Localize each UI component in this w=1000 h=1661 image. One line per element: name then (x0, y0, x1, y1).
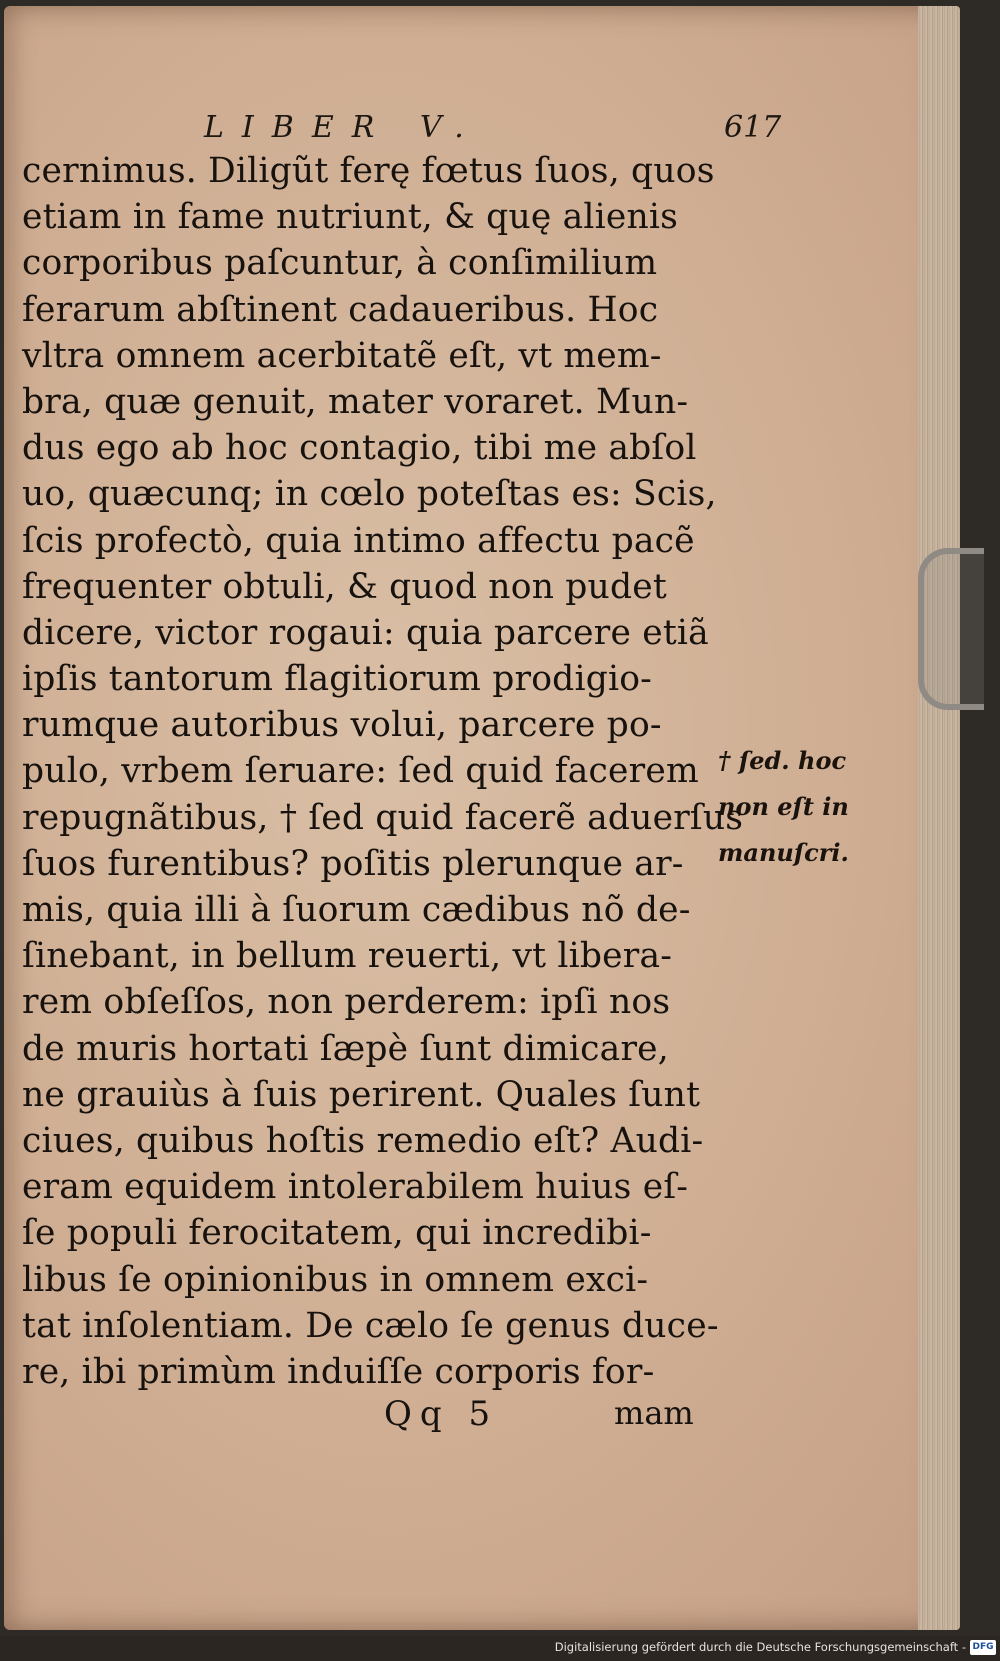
page-number: 617 (724, 110, 782, 145)
text-line: ſe populi ferocitatem, qui incredibi- (22, 1213, 652, 1254)
text-line: ne grauiùs à ſuis perirent. Quales ſunt (22, 1074, 701, 1115)
text-line: cernimus. Diligũt ferę fœtus ſuos, quos (22, 151, 715, 191)
text-line: rumque autoribus volui, parcere po- (22, 705, 662, 746)
text-line: bra, quæ genuit, mater voraret. Mun- (22, 381, 689, 422)
text-line: mis, quia illi à ſuorum cædibus nõ de- (22, 890, 691, 930)
text-line: ſinebant, in bellum reuerti, vt libera- (22, 936, 673, 977)
marginal-note (718, 738, 858, 876)
text-line: rem obſeſſos, non perderem: ipſi nos (22, 982, 671, 1023)
text-line: corporibus paſcuntur, à conſimilium (22, 243, 658, 284)
page-footer (4, 1394, 964, 1444)
credit-bar (0, 1636, 1000, 1661)
text-line: ſuos furentibus? poſitis plerunque ar- (22, 843, 684, 884)
text-line: etiam in fame nutriunt, & quę alienis (22, 197, 679, 238)
page-edges (918, 6, 960, 1630)
text-line: pulo, vrbem ſeruare: ſed quid facerem (22, 751, 699, 792)
text-line: libus ſe opinionibus in omnem exci- (22, 1259, 649, 1300)
text-line: eram equidem intolerabilem huius eſ- (22, 1167, 689, 1208)
page-header (4, 110, 964, 150)
text-line: re, ibi primùm induiſſe corporis for- (22, 1351, 655, 1392)
text-line: ciues, quibus hoſtis remedio eſt? Audi- (22, 1120, 704, 1161)
dfg-logo-icon: DFG (970, 1640, 996, 1655)
text-line: de muris hortati ſæpè ſunt dimicare, (22, 1028, 669, 1069)
book-page (4, 6, 960, 1630)
text-line: ipſis tantorum flagitiorum prodigio- (22, 659, 653, 700)
text-line: frequenter obtuli, & quod non pudet (22, 566, 667, 607)
text-line: dicere, victor rogaui: quia parcere etiã (22, 612, 709, 653)
text-line: ſcis profectò, quia intimo affectu pacẽ (22, 520, 695, 561)
catchword: mam (614, 1394, 694, 1432)
clasp-strap (918, 548, 984, 710)
signature-mark: Qq 5 (384, 1394, 499, 1434)
body-text (22, 148, 744, 1395)
text-line: dus ego ab hoc contagio, tibi me abſol (22, 428, 697, 469)
marginal-note-line: non eſt in (718, 792, 849, 821)
text-line: ferarum abſtinent cadaueribus. Hoc (22, 289, 659, 330)
text-line: vltra omnem acerbitatẽ eſt, vt mem- (22, 335, 662, 376)
marginal-note-line: † ſed. hoc (718, 746, 847, 775)
marginal-note-line: manuſcri. (718, 838, 849, 867)
funding-credit: Digitalisierung gefördert durch die Deutsche Forschungsgemeinschaft - (554, 1640, 966, 1654)
text-line: tat inſolentiam. De cælo ſe genus duce- (22, 1305, 719, 1346)
running-title: LIBER V. (204, 110, 482, 145)
text-line: repugnãtibus, † ſed quid facerẽ aduerſus (22, 797, 744, 838)
text-line: uo, quæcunq; in cœlo poteſtas es: Scis, (22, 474, 717, 515)
